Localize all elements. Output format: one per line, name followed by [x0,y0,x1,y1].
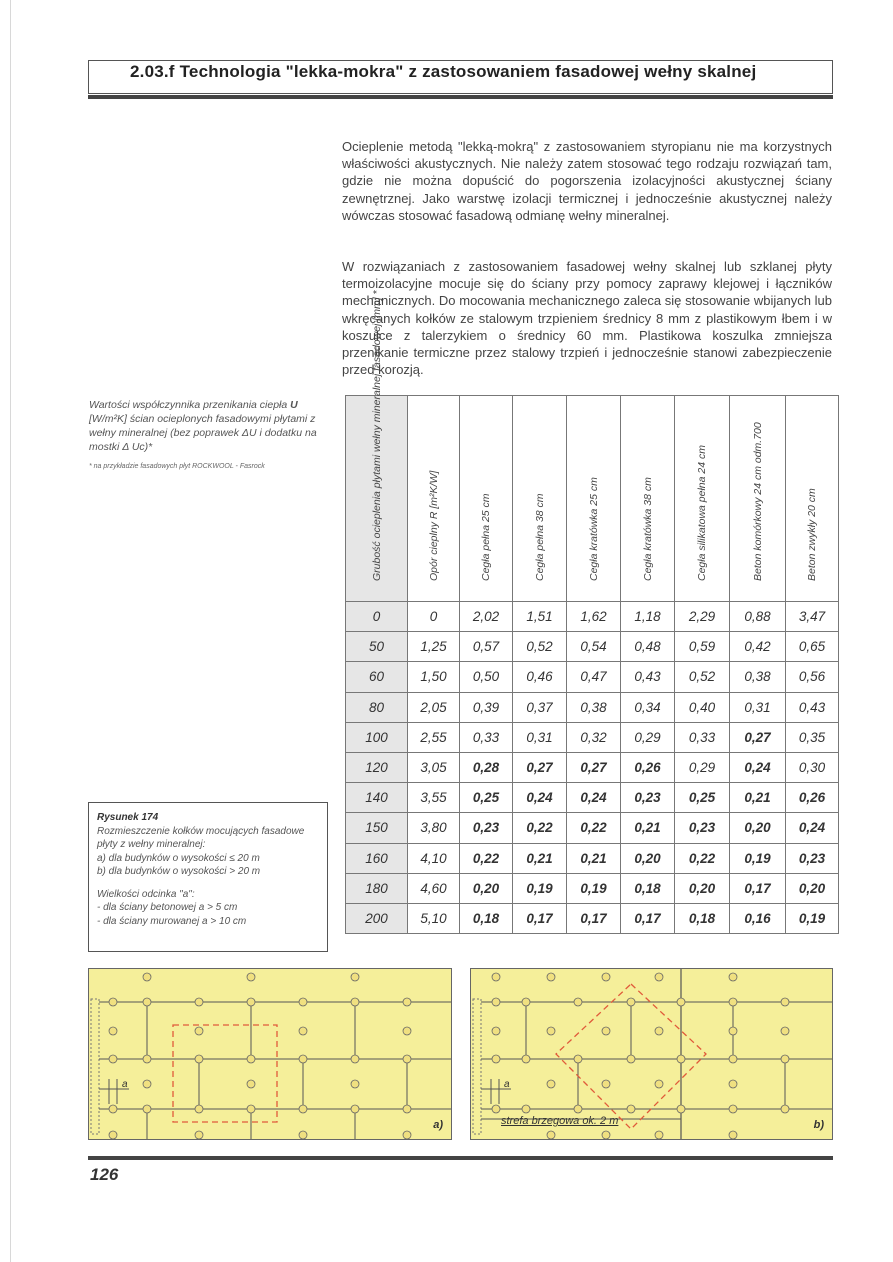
u-value-cell: 0,52 [675,662,730,692]
column-header-label: Beton zwykły 20 cm [806,488,818,581]
diagram-b-label: b) [813,1119,824,1131]
u-value-cell: 2,02 [460,602,513,632]
u-value-cell: 0,38 [567,692,621,722]
column-header [675,396,730,602]
u-value-cell: 0,46 [513,662,567,692]
u-value-cell: 0,27 [567,752,621,782]
resistance-cell: 4,10 [408,843,460,873]
thickness-cell: 100 [346,722,408,752]
u-value-cell: 0,18 [460,903,513,933]
u-value-cell: 0,21 [567,843,621,873]
thickness-cell: 140 [346,783,408,813]
thickness-cell: 120 [346,752,408,782]
table-row [346,692,839,722]
edge-zone-note: strefa brzegowa ok. 2 m [501,1115,619,1127]
table-footnote: * na przykładzie fasadowych płyt ROCKWOOL - Fasrock [89,463,265,470]
u-value-cell: 0,27 [513,752,567,782]
resistance-cell: 5,10 [408,903,460,933]
u-value-cell: 0,40 [675,692,730,722]
thickness-cell: 200 [346,903,408,933]
u-value-cell: 0,47 [567,662,621,692]
u-value-cell: 0,23 [675,813,730,843]
column-header [730,396,786,602]
u-value-cell: 0,21 [513,843,567,873]
u-value-cell: 0,20 [460,873,513,903]
u-value-cell: 0,20 [730,813,786,843]
u-value-cell: 1,18 [621,602,675,632]
u-value-cell: 0,88 [730,602,786,632]
u-value-cell: 0,19 [567,873,621,903]
u-value-cell: 0,43 [621,662,675,692]
u-value-cell: 0,22 [675,843,730,873]
u-value-cell: 0,25 [460,783,513,813]
thickness-cell: 0 [346,602,408,632]
u-value-cell: 0,17 [567,903,621,933]
body-paragraph-2: W rozwiązaniach z zastosowaniem fasadowej wełny skalnej lub szklanej płyty termoizolacyjne mocuje się do ściany przy pomocy zaprawy klejowej i łączników mechanicznych. Do mocowania mechanicznego zaleca się stosowanie wbijanych lub wkręcanych kołków ze stalowym trzpieniem średnicy 8 mm z plastikowym łbem i w koszulce z talerzykiem o średnicy 60 mm. Plastikowa koszulka zmniejsza przenikanie termiczne przez stalowy trzpień i jednocześnie stanowi zabezpieczenie przed korozją. [342,259,832,378]
u-value-cell: 0,29 [675,752,730,782]
column-header [460,396,513,602]
column-header [346,290,408,602]
resistance-cell: 1,25 [408,632,460,662]
u-value-cell: 0,38 [730,662,786,692]
table-row [346,752,839,782]
u-value-cell: 0,35 [786,722,839,752]
header-rule [88,95,833,99]
figure-item-a: a) dla budynków o wysokości ≤ 20 m [97,852,260,864]
u-value-cell: 2,29 [675,602,730,632]
column-header-label: Cegła kratówka 25 cm [587,477,600,581]
u-value-cell: 0,20 [621,843,675,873]
figure-size-concrete: - dla ściany betonowej a > 5 cm [97,902,238,913]
column-header [408,396,460,602]
u-value-cell: 1,51 [513,602,567,632]
u-value-cell: 0,28 [460,752,513,782]
figure-size-masonry: - dla ściany murowanej a > 10 cm [97,915,247,927]
u-value-cell: 0,31 [513,722,567,752]
u-value-cell: 0,30 [786,752,839,782]
u-value-cell: 0,33 [460,722,513,752]
u-value-cell: 0,29 [621,722,675,752]
u-value-cell: 0,18 [675,903,730,933]
table-row [346,662,839,692]
table-row [346,783,839,813]
u-value-cell: 0,59 [675,632,730,662]
scan-edge-line [10,0,11,1262]
diagram-a [88,968,452,1140]
thickness-cell: 80 [346,692,408,722]
u-value-cell: 0,23 [786,843,839,873]
column-header-label: Beton komórkowy 24 cm odm.700 [751,422,764,581]
table-row [346,813,839,843]
table-row [346,602,839,632]
u-value-cell: 0,65 [786,632,839,662]
table-row [346,903,839,933]
table-row [346,722,839,752]
table-caption-line1: Wartości współczynnika przenikania ciepła [89,399,288,411]
u-value-cell: 0,21 [730,783,786,813]
figure-description: Rozmieszczenie kołków mocujących fasadowe płyty z wełny mineralnej: [97,825,305,850]
dim-label-b: a [504,1079,510,1090]
u-value-cell: 0,25 [675,783,730,813]
thickness-cell: 180 [346,873,408,903]
u-value-cell: 0,22 [513,813,567,843]
u-value-cell: 0,19 [786,903,839,933]
resistance-cell: 4,60 [408,873,460,903]
u-value-cell: 0,24 [786,813,839,843]
u-value-cell: 0,34 [621,692,675,722]
table-row [346,843,839,873]
u-value-cell: 0,56 [786,662,839,692]
u-value-cell: 0,24 [567,783,621,813]
u-value-cell: 3,47 [786,602,839,632]
u-value-cell: 0,39 [460,692,513,722]
page-number: 126 [90,1165,119,1184]
column-header-label: Cegła pełna 38 cm [533,493,546,581]
footer-rule [88,1156,833,1160]
resistance-cell: 3,55 [408,783,460,813]
column-header [786,396,839,602]
column-header-label: Opór cieplny R [m²K/W] [427,470,440,581]
u-value-cell: 0,21 [621,813,675,843]
figure-item-b: b) dla budynków o wysokości > 20 m [97,866,261,877]
column-header [621,396,675,602]
u-value-cell: 0,20 [786,873,839,903]
u-value-cell: 0,18 [621,873,675,903]
u-value-cell: 0,31 [730,692,786,722]
table-caption-line2: [W/m²K] ścian ocieplonych fasadowymi płytami z wełny mineralnej (bez poprawek ΔU i dodatku na mostki Δ Uc)* [89,413,317,453]
u-value-cell: 0,17 [513,903,567,933]
table-header-row [346,396,839,602]
u-value-cell: 0,22 [460,843,513,873]
u-value-cell: 0,33 [675,722,730,752]
thickness-cell: 150 [346,813,408,843]
u-value-cell: 0,37 [513,692,567,722]
column-header [513,396,567,602]
u-value-cell: 0,17 [730,873,786,903]
u-value-cell: 0,43 [786,692,839,722]
dim-label-a: a [122,1079,128,1090]
figure-size-title: Wielkości odcinka "a": [97,888,195,900]
dowel-layout-a-drawing [89,969,452,1140]
diagram-b [470,968,833,1140]
u-value-cell: 0,16 [730,903,786,933]
u-value-cell: 0,32 [567,722,621,752]
diagram-a-label: a) [433,1119,443,1131]
u-value-cell: 0,50 [460,662,513,692]
page-title: 2.03.f Technologia "lekka-mokra" z zastosowaniem fasadowej wełny skalnej [130,62,757,81]
u-value-cell: 0,23 [621,783,675,813]
table-caption [89,398,321,474]
u-value-cell: 0,42 [730,632,786,662]
u-value-cell: 0,22 [567,813,621,843]
column-header [567,396,621,602]
resistance-cell: 3,80 [408,813,460,843]
thickness-cell: 160 [346,843,408,873]
u-value-cell: 1,62 [567,602,621,632]
u-value-cell: 0,26 [786,783,839,813]
table-row [346,873,839,903]
u-value-cell: 0,57 [460,632,513,662]
u-value-cell: 0,24 [513,783,567,813]
column-header-label: Cegła pełna 25 cm [480,493,492,581]
figure-title: Rysunek 174 [97,812,159,823]
resistance-cell: 0 [408,602,460,632]
thickness-cell: 60 [346,662,408,692]
u-value-cell: 0,26 [621,752,675,782]
column-header-label: Cegła kratówka 38 cm [641,477,654,581]
u-value-cell: 0,20 [675,873,730,903]
u-value-cell: 0,54 [567,632,621,662]
u-value-cell: 0,23 [460,813,513,843]
column-header-label: Grubość ocieplenia płytami wełny mineralnej fasadowej [mm] * [370,290,383,581]
u-value-cell: 0,19 [730,843,786,873]
resistance-cell: 3,05 [408,752,460,782]
u-value-cell: 0,19 [513,873,567,903]
u-value-cell: 0,52 [513,632,567,662]
resistance-cell: 2,55 [408,722,460,752]
resistance-cell: 2,05 [408,692,460,722]
u-value-cell: 0,17 [621,903,675,933]
resistance-cell: 1,50 [408,662,460,692]
body-paragraph-1: Ocieplenie metodą "lekką-mokrą" z zastosowaniem styropianu nie ma korzystnych właściwości akustycznych. Nie należy zatem stosować tego rodzaju rozwiązań tam, gdzie nie można dopuścić do pogorszenia izolacyjności akustycznej ściany zewnętrznej. Jako warstwę izolacji termicznej i jednocześnie akustycznej należy wówczas stosować fasadową odmianę wełny mineralnej. [342,139,832,223]
table-caption-u-symbol: U [290,399,298,411]
table-row [346,632,839,662]
thickness-cell: 50 [346,632,408,662]
column-header-label: Cegła silikatowa pełna 24 cm [696,445,708,581]
u-value-cell: 0,24 [730,752,786,782]
u-value-cell: 0,27 [730,722,786,752]
u-value-cell: 0,48 [621,632,675,662]
figure-caption-box [88,802,328,952]
